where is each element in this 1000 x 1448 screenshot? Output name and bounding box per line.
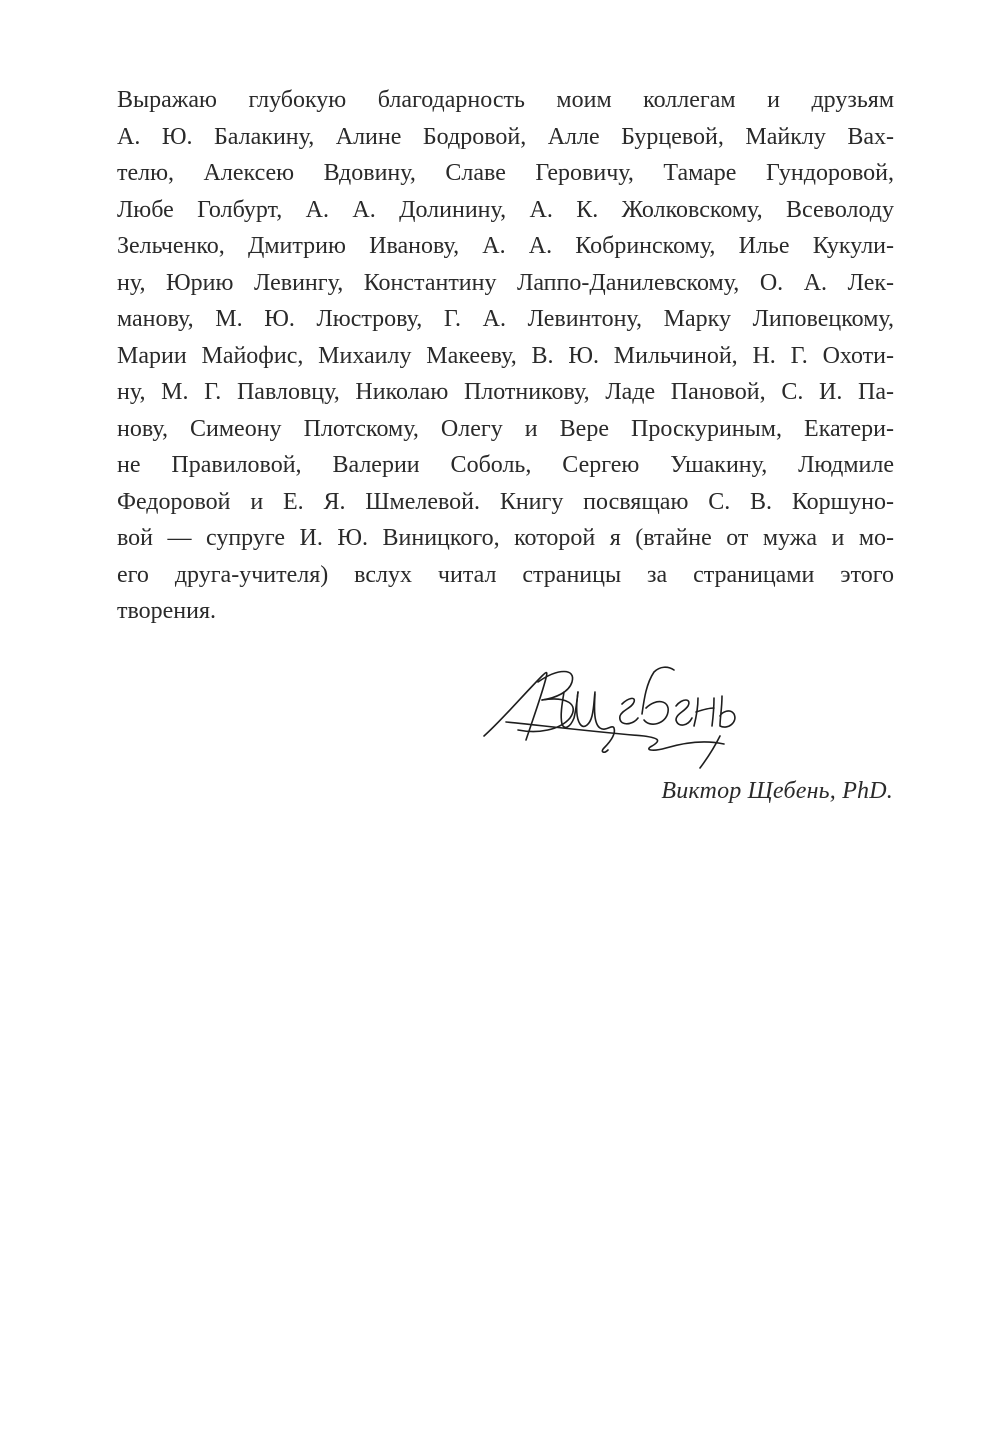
paragraph-line: его друга-учителя) вслух читал страницы за страницами этого bbox=[117, 561, 894, 588]
paragraph-line: Зельченко, Дмитрию Иванову, А. А. Кобринскому, Илье Кукули- bbox=[117, 233, 894, 259]
paragraph-line: ну, Юрию Левингу, Константину Лаппо-Данилевскому, О. А. Лек- bbox=[117, 269, 894, 296]
handwritten-signature-icon bbox=[476, 654, 746, 772]
paragraph-line: нову, Симеону Плотскому, Олегу и Вере Проскуриным, Екатери- bbox=[117, 415, 894, 442]
paragraph-line: телю, Алексею Вдовину, Славе Геровичу, Тамаре Гундоровой, bbox=[117, 160, 894, 186]
paragraph-line: творения. bbox=[117, 598, 217, 624]
paragraph-line: Федоровой и Е. Я. Шмелевой. Книгу посвящаю С. В. Коршуно- bbox=[117, 488, 894, 515]
paragraph-line: Выражаю глубокую благодарность моим коллегам и друзьям bbox=[117, 87, 894, 113]
author-signature-name: Виктор Щебень, PhD. bbox=[661, 778, 893, 804]
paragraph-line: ну, М. Г. Павловцу, Николаю Плотникову, Ладе Пановой, С. И. Па- bbox=[117, 379, 894, 405]
paragraph-line: Марии Майофис, Михаилу Макееву, В. Ю. Мильчиной, Н. Г. Охоти- bbox=[117, 342, 894, 369]
paragraph-line: Любе Голбурт, А. А. Долинину, А. К. Жолковскому, Всеволоду bbox=[117, 196, 894, 223]
paragraph-line: не Правиловой, Валерии Соболь, Сергею Ушакину, Людмиле bbox=[117, 452, 894, 478]
paragraph-line: вой — супруге И. Ю. Виницкого, которой я (втайне от мужа и мо- bbox=[117, 525, 894, 551]
paragraph-line: манову, М. Ю. Люстрову, Г. А. Левинтону, Марку Липовецкому, bbox=[117, 306, 894, 332]
paragraph-line: А. Ю. Балакину, Алине Бодровой, Алле Бурцевой, Майклу Вах- bbox=[117, 123, 894, 150]
acknowledgement-paragraph bbox=[117, 82, 894, 630]
